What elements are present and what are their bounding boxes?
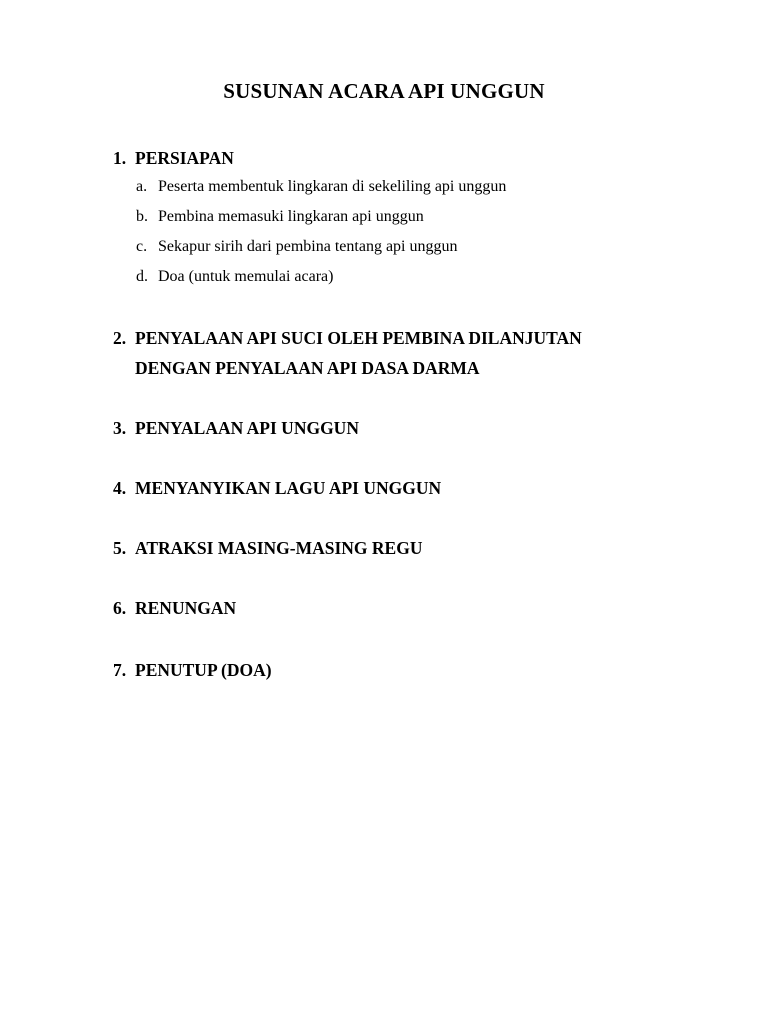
sub-item-letter: a. — [136, 178, 148, 195]
item-text: PERSIAPAN — [135, 148, 234, 168]
list-item-2 — [113, 323, 673, 383]
item-number: 1. — [113, 148, 127, 168]
sublist-persiapan — [136, 172, 656, 292]
sub-item-text: Peserta membentuk lingkaran di sekeliling api unggun — [158, 178, 507, 195]
sub-item-a — [136, 172, 656, 202]
item-text — [135, 323, 665, 383]
item-text: PENYALAAN API UNGGUN — [135, 418, 359, 438]
list-item-3 — [113, 413, 673, 443]
sub-item-text: Sekapur sirih dari pembina tentang api unggun — [158, 238, 458, 255]
list-item-7 — [113, 655, 673, 685]
item-text: RENUNGAN — [135, 598, 237, 618]
sub-item-letter: b. — [136, 208, 148, 225]
list-item-1 — [113, 143, 673, 173]
item-text-line2: DENGAN PENYALAAN API DASA DARMA — [135, 358, 480, 378]
sub-item-text: Doa (untuk memulai acara) — [158, 268, 334, 285]
list-item-6 — [113, 593, 673, 623]
item-text-line1: PENYALAAN API SUCI OLEH PEMBINA DILANJUTAN — [135, 328, 582, 348]
list-item-4 — [113, 473, 673, 503]
sub-item-text: Pembina memasuki lingkaran api unggun — [158, 208, 424, 225]
sub-item-letter: d. — [136, 268, 148, 285]
item-number: 7. — [113, 660, 127, 680]
sub-item-d — [136, 262, 656, 292]
item-text: PENUTUP (DOA) — [135, 660, 272, 680]
item-number: 4. — [113, 478, 127, 498]
sub-item-letter: c. — [136, 238, 148, 255]
item-text: MENYANYIKAN LAGU API UNGGUN — [135, 478, 442, 498]
sub-item-b — [136, 202, 656, 232]
item-text: ATRAKSI MASING-MASING REGU — [135, 538, 423, 558]
item-number: 2. — [113, 328, 127, 348]
item-number: 3. — [113, 418, 127, 438]
sub-item-c — [136, 232, 656, 262]
item-number: 6. — [113, 598, 127, 618]
item-number: 5. — [113, 538, 127, 558]
page-title: SUSUNAN ACARA API UNGGUN — [223, 79, 545, 103]
list-item-5 — [113, 533, 673, 563]
